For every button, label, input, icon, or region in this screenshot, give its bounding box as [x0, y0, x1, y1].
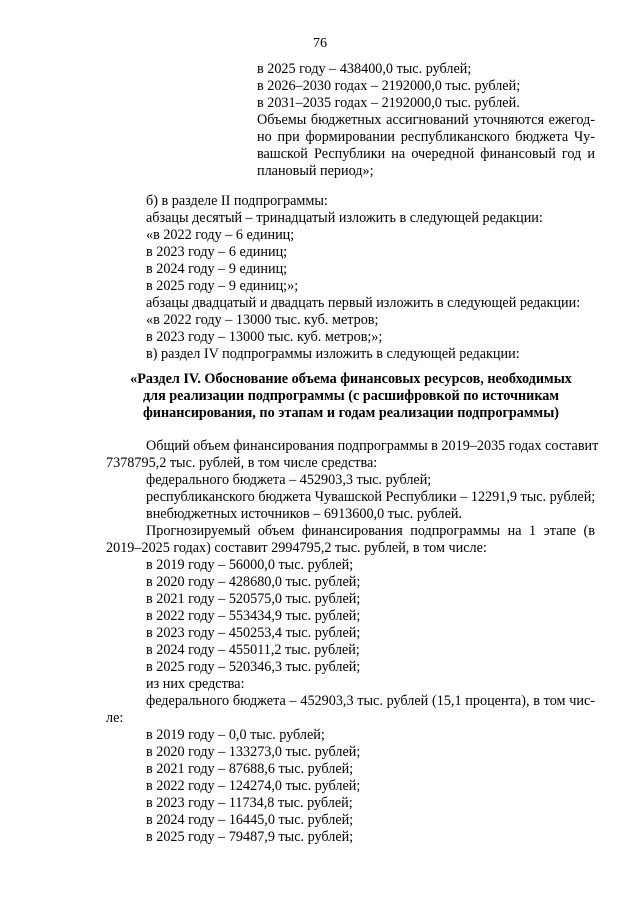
text-line: абзацы двадцатый и двадцать первый изложить в следующей редакции: — [146, 295, 581, 311]
text-line: вашской Республики на очередной финансовый год и — [257, 146, 595, 162]
text-line: б) в разделе II подпрограммы: — [146, 193, 328, 209]
text-line: республиканского бюджета Чувашской Республики – 12291,9 тыс. рублей; — [146, 489, 596, 505]
text-line: Объемы бюджетных ассигнований уточняются ежегод- — [257, 112, 595, 128]
text-line: в 2023 году – 6 единиц; — [146, 244, 288, 260]
text-line: в 2025 году – 520346,3 тыс. рублей; — [146, 659, 361, 675]
section-heading-line: для реализации подпрограммы (с расшифровкой по источникам — [142, 388, 560, 404]
text-line: Прогнозируемый объем финансирования подпрограммы на 1 этапе (в — [146, 523, 595, 539]
text-line: ле: — [106, 710, 124, 726]
text-line: в 2021 году – 87688,6 тыс. рублей; — [146, 761, 354, 777]
text-line: в 2019 году – 56000,0 тыс. рублей; — [146, 557, 354, 573]
text-line: 7378795,2 тыс. рублей, в том числе средства: — [106, 455, 378, 471]
text-line: абзацы десятый – тринадцатый изложить в следующей редакции: — [146, 210, 543, 226]
text-line: в 2025 году – 9 единиц;»; — [146, 278, 299, 294]
text-line: 2019–2025 годах) составит 2994795,2 тыс. рублей, в том числе: — [106, 540, 487, 556]
text-line: в 2024 году – 455011,2 тыс. рублей; — [146, 642, 360, 658]
text-line: в 2022 году – 553434,9 тыс. рублей; — [146, 608, 361, 624]
text-line: в 2024 году – 9 единиц; — [146, 261, 288, 277]
section-heading-line: финансирования, по этапам и годам реализации подпрограммы) — [142, 405, 559, 421]
text-line: в 2022 году – 124274,0 тыс. рублей; — [146, 778, 361, 794]
text-line: в 2025 году – 79487,9 тыс. рублей; — [146, 829, 354, 845]
text-line: в 2031–2035 годах – 2192000,0 тыс. рублей. — [257, 95, 520, 111]
text-line: федерального бюджета – 452903,3 тыс. рублей; — [146, 472, 432, 488]
text-line: в 2020 году – 428680,0 тыс. рублей; — [146, 574, 361, 590]
text-line: в 2025 году – 438400,0 тыс. рублей; — [257, 61, 472, 77]
text-line: в 2026–2030 годах – 2192000,0 тыс. рублей; — [257, 78, 521, 94]
text-line: в 2019 году – 0,0 тыс. рублей; — [146, 727, 325, 743]
text-line: «в 2022 году – 13000 тыс. куб. метров; — [146, 312, 379, 328]
text-line: федерального бюджета – 452903,3 тыс. рублей (15,1 процента), в том чис- — [146, 693, 595, 709]
text-line: но при формировании республиканского бюджета Чу- — [257, 129, 595, 145]
section-heading-line: «Раздел IV. Обоснование объема финансовых ресурсов, необходимых — [130, 371, 572, 387]
text-line: плановый период»; — [257, 163, 374, 179]
text-line: «в 2022 году – 6 единиц; — [146, 227, 295, 243]
text-line: Общий объем финансирования подпрограммы в 2019–2035 годах составит — [146, 438, 599, 454]
text-line: в 2024 году – 16445,0 тыс. рублей; — [146, 812, 354, 828]
text-line: в) раздел IV подпрограммы изложить в следующей редакции: — [146, 346, 520, 362]
text-line: в 2023 году – 450253,4 тыс. рублей; — [146, 625, 361, 641]
text-line: в 2023 году – 13000 тыс. куб. метров;»; — [146, 329, 383, 345]
text-line: внебюджетных источников – 6913600,0 тыс. рублей. — [146, 506, 463, 522]
text-line: из них средства: — [146, 676, 245, 692]
text-line: в 2021 году – 520575,0 тыс. рублей; — [146, 591, 361, 607]
text-line: в 2023 году – 11734,8 тыс. рублей; — [146, 795, 353, 811]
text-line: в 2020 году – 133273,0 тыс. рублей; — [146, 744, 361, 760]
page-number: 76 — [313, 36, 327, 51]
